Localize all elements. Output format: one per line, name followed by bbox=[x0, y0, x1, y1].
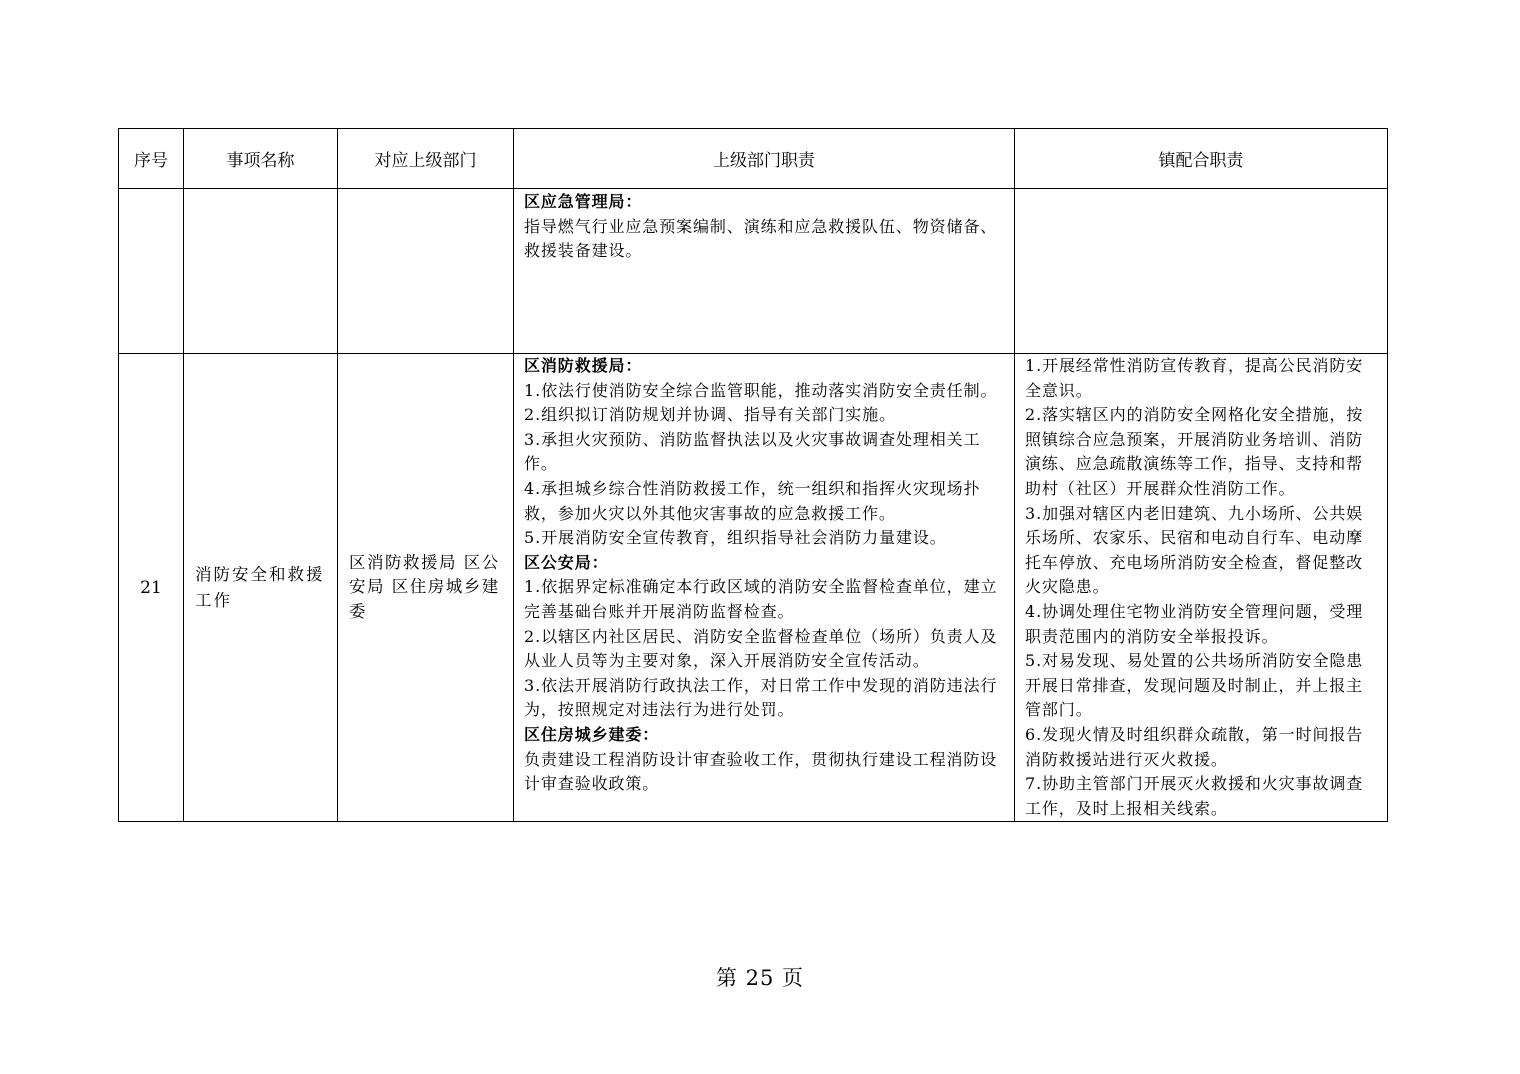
town-duties-cell bbox=[1015, 189, 1388, 354]
header-dept: 对应上级部门 bbox=[338, 129, 514, 189]
town-duty-line: 6.发现火情及时组织群众疏散，第一时间报告消防救援站进行灭火救援。 bbox=[1025, 724, 1364, 769]
town-duty-line: 1.开展经常性消防宣传教育，提高公民消防安全意识。 bbox=[1025, 356, 1364, 400]
header-upper-duties: 上级部门职责 bbox=[514, 129, 1015, 189]
duty-line: 5.开展消防安全宣传教育，组织指导社会消防力量建设。 bbox=[524, 528, 947, 548]
town-duty-line: 7.协助主管部门开展灭火救援和火灾事故调查工作，及时上报相关线索。 bbox=[1025, 774, 1364, 818]
duty-line: 1.依法行使消防安全综合监管职能，推动落实消防安全责任制。 bbox=[524, 380, 998, 400]
item-name-cell bbox=[184, 189, 338, 354]
table-row bbox=[119, 189, 1388, 354]
header-seq: 序号 bbox=[119, 129, 184, 189]
duty-line: 2.组织拟订消防规划并协调、指导有关部门实施。 bbox=[524, 405, 896, 425]
page-number: 第 25 页 bbox=[715, 966, 805, 990]
town-duties-cell bbox=[1015, 354, 1388, 822]
dept-cell bbox=[338, 189, 514, 354]
duty-heading: 区应急管理局： bbox=[524, 192, 643, 211]
header-town-duties: 镇配合职责 bbox=[1015, 129, 1388, 189]
duty-line: 1.依据界定标准确定本行政区域的消防安全监督检查单位，建立完善基础台账并开展消防监督检查。 bbox=[524, 577, 998, 621]
dept-name: 区消防救援局 bbox=[349, 552, 457, 572]
duty-heading: 区公安局： bbox=[524, 552, 609, 572]
duties-table bbox=[118, 128, 1388, 822]
upper-duties-cell bbox=[514, 189, 1015, 354]
duty-line: 4.承担城乡综合性消防救援工作，统一组织和指挥火灾现场扑救，参加火灾以外其他灾害事故的应急救援工作。 bbox=[524, 478, 981, 523]
town-duty-line: 3.加强对辖区内老旧建筑、九小场所、公共娱乐场所、农家乐、民宿和电动自行车、电动摩托车停放、充电场所消防安全检查，督促整改火灾隐患。 bbox=[1025, 503, 1364, 597]
duty-line: 2.以辖区内社区居民、消防安全监督检查单位（场所）负责人及从业人员等为主要对象，深入开展消防安全宣传活动。 bbox=[524, 626, 998, 671]
duty-line: 负责建设工程消防设计审查验收工作，贯彻执行建设工程消防设计审查验收政策。 bbox=[524, 749, 998, 794]
duty-heading: 区消防救援局： bbox=[524, 356, 643, 375]
header-item-name: 事项名称 bbox=[184, 129, 338, 189]
duty-heading: 区住房城乡建委： bbox=[524, 724, 660, 744]
town-duty-line: 5.对易发现、易处置的公共场所消防安全隐患开展日常排查，发现问题及时制止，并上报主管部门。 bbox=[1025, 651, 1364, 720]
header-row bbox=[119, 129, 1388, 189]
town-duty-line: 4.协调处理住宅物业消防安全管理问题，受理职责范围内的消防安全举报投诉。 bbox=[1025, 601, 1364, 646]
seq-cell bbox=[119, 189, 184, 354]
dept-name: 区公安局 bbox=[349, 552, 500, 597]
seq-cell: 21 bbox=[119, 354, 184, 822]
dept-name: 区住房城乡建委 bbox=[349, 577, 500, 621]
item-name-cell bbox=[184, 354, 338, 822]
item-name: 消防安全和救援工作 bbox=[195, 564, 325, 610]
duty-line: 3.承担火灾预防、消防监督执法以及火灾事故调查处理相关工作。 bbox=[524, 429, 981, 474]
duty-line: 指导燃气行业应急预案编制、演练和应急救援队伍、物资储备、救援装备建设。 bbox=[524, 216, 998, 261]
dept-cell bbox=[338, 354, 514, 822]
town-duty-line: 2.落实辖区内的消防安全网格化安全措施，按照镇综合应急预案，开展消防业务培训、消防演练、应急疏散演练等工作，指导、支持和帮助村（社区）开展群众性消防工作。 bbox=[1025, 405, 1364, 498]
upper-duties-cell bbox=[514, 354, 1015, 822]
duty-line: 3.依法开展消防行政执法工作，对日常工作中发现的消防违法行为，按照规定对违法行为进行处罚。 bbox=[524, 675, 998, 720]
table-row bbox=[119, 354, 1388, 822]
